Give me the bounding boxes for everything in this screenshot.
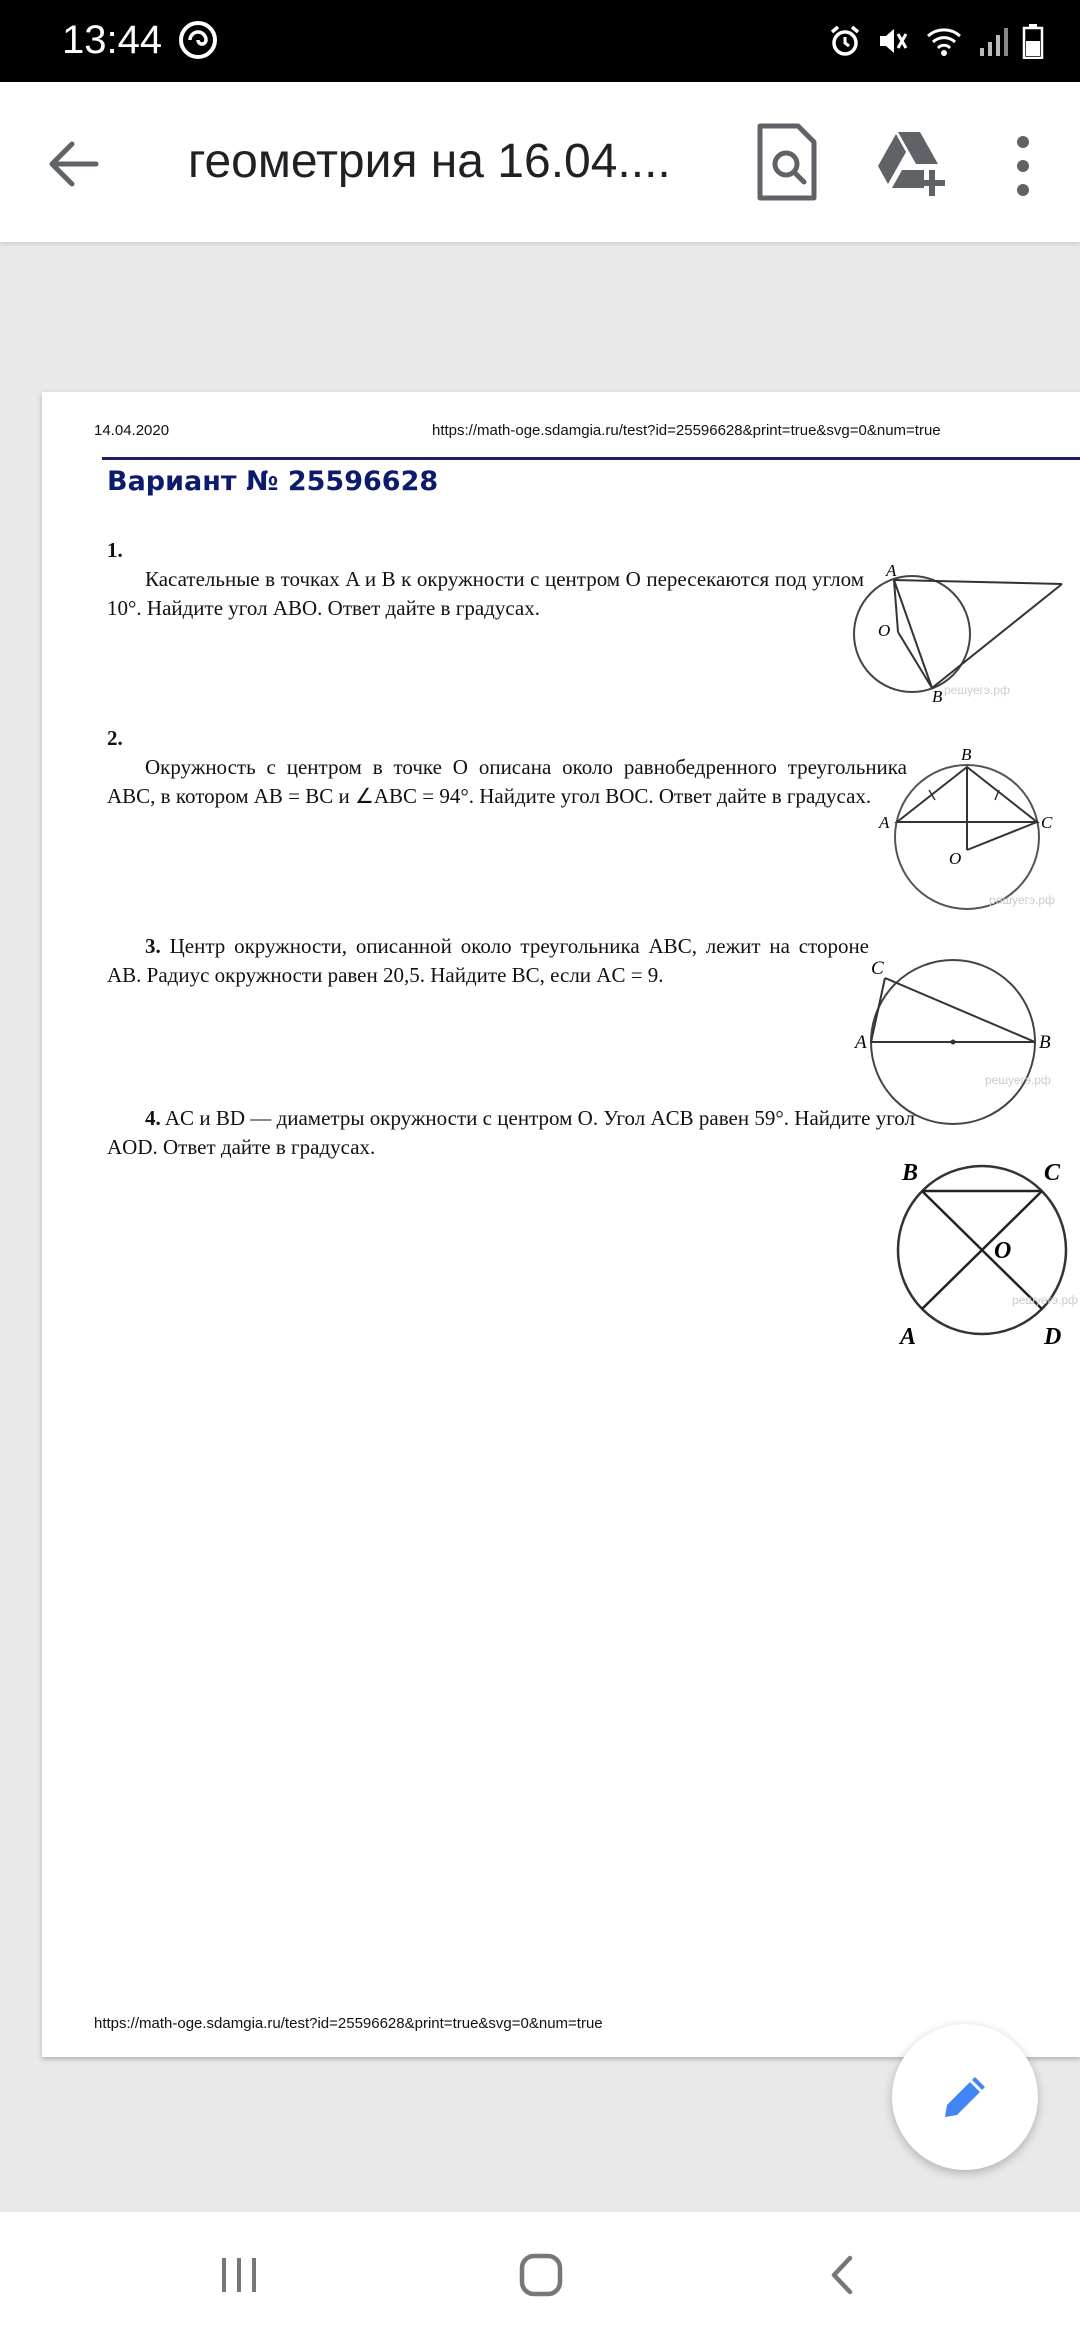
task-1 xyxy=(107,536,864,623)
task-2-text: Окружность с центром в точке O описана около равнобедренного треугольника ABC, в котором AB = BC и ∠ABC = 94°. Найдите угол BOC. Ответ дайте в градусах. xyxy=(107,755,907,808)
app-notification-icon xyxy=(178,20,218,60)
task-3-label-a: A xyxy=(855,1032,867,1053)
app-bar xyxy=(0,82,1080,242)
mute-icon xyxy=(876,24,910,58)
header-rule xyxy=(102,457,1080,460)
task-2-number: 2. xyxy=(107,726,123,750)
task-4-figure xyxy=(882,1154,1080,1354)
task-1-number: 1. xyxy=(107,538,123,562)
task-2-figure xyxy=(877,742,1057,912)
system-back-icon[interactable] xyxy=(820,2252,866,2298)
document-title: геометрия на 16.04.... xyxy=(188,135,671,188)
navigation-bar xyxy=(0,2212,1080,2340)
task-3-watermark: решуегэ.рф xyxy=(985,1073,1051,1087)
task-2-label-b: B xyxy=(961,745,972,764)
recent-apps-icon[interactable] xyxy=(216,2252,262,2298)
task-4-label-o: O xyxy=(994,1238,1012,1264)
task-4-label-a: A xyxy=(900,1324,917,1350)
pencil-icon xyxy=(937,2069,993,2125)
add-to-drive-icon[interactable] xyxy=(876,126,946,200)
task-4-text: AC и BD — диаметры окружности с центром O. Угол ACB равен 59°. Найдите угол AOD. Ответ дайте в градусах. xyxy=(107,1106,915,1159)
task-2-label-c: C xyxy=(1041,813,1053,832)
task-3-label-b: B xyxy=(1039,1032,1051,1053)
find-in-page-icon[interactable] xyxy=(750,122,822,202)
task-1-label-a: A xyxy=(886,561,897,580)
task-3-label-c: C xyxy=(871,958,884,979)
status-time: 13:44 xyxy=(62,18,163,62)
footer-url: https://math-oge.sdamgia.ru/test?id=25596628&print=true&svg=0&num=true xyxy=(94,2015,603,2032)
task-1-label-o: O xyxy=(878,621,891,640)
task-4-watermark: решуегэ.рф xyxy=(1012,1293,1078,1307)
task-1-watermark: решуегэ.рф xyxy=(944,683,1010,697)
alarm-icon xyxy=(828,24,862,58)
home-icon[interactable] xyxy=(516,2250,566,2300)
task-3 xyxy=(107,932,869,990)
variant-title: Вариант № 25596628 xyxy=(107,466,439,497)
task-3-figure xyxy=(837,950,1069,1130)
task-4-label-c: C xyxy=(1044,1160,1061,1186)
task-2-label-a: A xyxy=(879,813,890,832)
battery-icon xyxy=(1022,23,1044,59)
status-icons xyxy=(828,18,1044,64)
header-date: 14.04.2020 xyxy=(94,422,170,439)
status-bar xyxy=(0,0,1080,82)
more-options-icon[interactable] xyxy=(1000,128,1046,204)
task-4 xyxy=(107,1104,915,1162)
task-4-number: 4. xyxy=(145,1106,161,1130)
task-4-label-d: D xyxy=(1044,1324,1062,1350)
signal-icon xyxy=(978,24,1008,58)
document-page[interactable] xyxy=(42,392,1080,2057)
task-2-label-o: O xyxy=(949,849,962,868)
back-arrow-icon[interactable] xyxy=(36,126,112,202)
task-2 xyxy=(107,724,907,811)
header-url: https://math-oge.sdamgia.ru/test?id=25596628&print=true&svg=0&num=true xyxy=(432,422,941,439)
task-1-label-b: B xyxy=(932,687,943,702)
task-4-label-b: B xyxy=(902,1160,919,1186)
edit-fab-button[interactable] xyxy=(892,2024,1038,2170)
task-3-number: 3. xyxy=(145,934,161,958)
task-2-watermark: решуегэ.рф xyxy=(989,893,1055,907)
task-3-text: Центр окружности, описанной около треугольника ABC, лежит на стороне AB. Радиус окружности равен 20,5. Найдите BC, если AC = 9. xyxy=(107,934,870,987)
task-1-figure xyxy=(832,552,1072,702)
task-1-text: Касательные в точках A и B к окружности с центром O пересекаются под углом 10°. Найдите угол ABO. Ответ дайте в градусах. xyxy=(107,567,864,620)
wifi-icon xyxy=(924,24,964,58)
